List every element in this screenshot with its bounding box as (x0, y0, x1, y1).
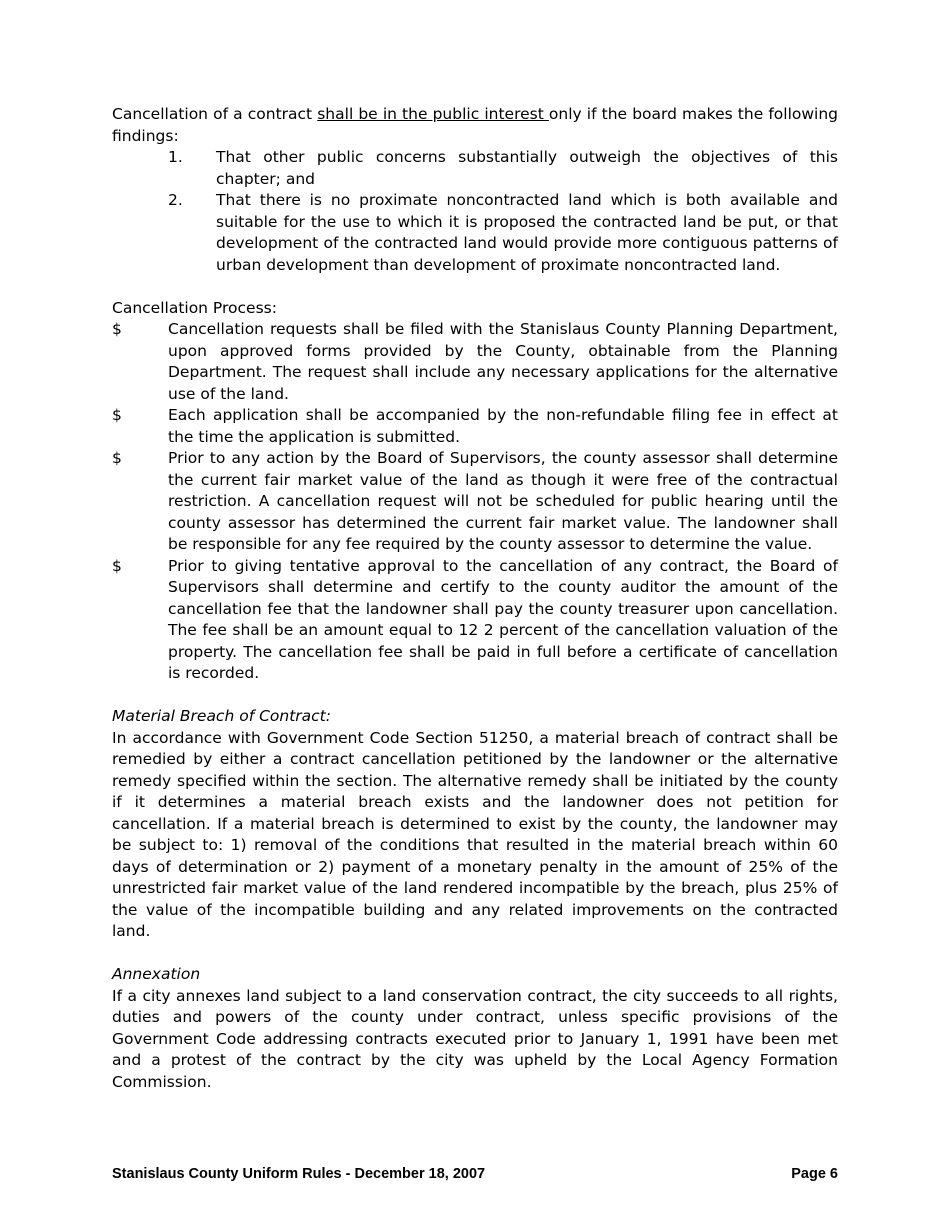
process-item-text: Cancellation requests shall be filed with the Stanislaus County Planning Department, upon approved forms provided by the County, obtainable from the Planning Department. The request shall include any necessary applications for the alternative use of the land. (168, 320, 838, 403)
process-item-text: Prior to any action by the Board of Supervisors, the county assessor shall determine the current fair market value of the land as though it were free of the contractual restriction. A cancellation request will not be scheduled for public hearing until the county assessor has determined the current fair market value. The landowner shall be responsible for any fee required by the county assessor to determine the value. (168, 449, 838, 553)
finding-text: That there is no proximate noncontracted land which is both available and suitable for the use to which it is proposed the contracted land be put, or that development of the contracted land would provide more contiguous patterns of urban development than development of proximate noncontracted land. (216, 191, 838, 274)
finding-number: 2. (168, 191, 183, 209)
page-number: Page 6 (791, 1166, 838, 1182)
finding-item (112, 147, 838, 190)
process-item (112, 556, 838, 685)
intro-underlined: shall be in the public interest (317, 105, 549, 123)
breach-heading: Material Breach of Contract: (112, 707, 331, 725)
bullet-symbol: $ (112, 406, 122, 424)
intro-pre: Cancellation of a contract (112, 105, 318, 123)
breach-paragraph: In accordance with Government Code Section 51250, a material breach of contract shall be remedied by either a contract cancellation petitioned by the landowner or the alternative remedy specified within the section. The alternative remedy shall be initiated by the county if it determines a material breach exists and the landowner does not petition for cancellation. If a material breach is determined to exist by the county, the landowner may be subject to: 1) removal of the conditions that resulted in the material breach within 60 days of determination or 2) payment of a monetary penalty in the amount of 25% of the unrestricted fair market value of the land rendered incompatible by the breach, plus 25% of the value of the incompatible building and any related improvements on the contracted land. (112, 728, 838, 940)
annexation-paragraph: If a city annexes land subject to a land conservation contract, the city succeeds to all rights, duties and powers of the county under contract, unless specific provisions of the Government Code addressing contracts executed prior to January 1, 1991 have been met and a protest of the contract by the city was upheld by the Local Agency Formation Commission. (112, 986, 838, 1091)
annexation-heading: Annexation (112, 965, 201, 983)
process-item-text: Prior to giving tentative approval to the cancellation of any contract, the Board of Supervisors shall determine and certify to the county auditor the amount of the cancellation fee that the landowner shall pay the county treasurer upon cancellation. The fee shall be an amount equal to 12 2 percent of the cancellation valuation of the property. The cancellation fee shall be paid in full before a certificate of cancellation is recorded. (168, 556, 838, 682)
finding-text: That other public concerns substantially outweigh the objectives of this chapter; and (216, 148, 838, 188)
footer-title: Stanislaus County Uniform Rules - December 18, 2007 (112, 1166, 486, 1182)
process-item-text: Each application shall be accompanied by the non-refundable filing fee in effect at the time the application is submitted. (168, 406, 838, 446)
bullet-symbol: $ (112, 320, 122, 338)
finding-number: 1. (168, 148, 183, 166)
process-item (112, 319, 838, 405)
intro-paragraph (112, 104, 838, 147)
process-item (112, 405, 838, 448)
intro-post: only if the board makes the following findings: (112, 105, 839, 145)
process-item (112, 448, 838, 556)
findings-list (112, 147, 838, 276)
bullet-symbol: $ (112, 556, 122, 575)
bullet-symbol: $ (112, 449, 122, 467)
process-heading: Cancellation Process: (112, 298, 277, 317)
document-body (112, 104, 838, 1093)
process-list (112, 319, 838, 685)
finding-item (112, 190, 838, 276)
page-footer (112, 1166, 838, 1186)
